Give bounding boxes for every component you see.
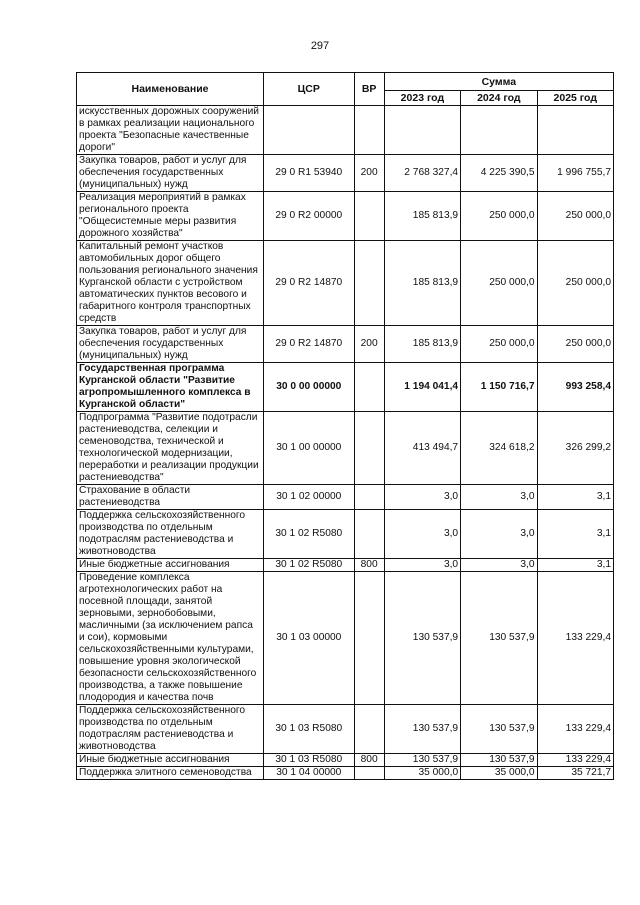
row-vr-cell — [354, 510, 384, 559]
row-name-cell: Иные бюджетные ассигнования — [77, 754, 264, 767]
row-csr-cell: 30 1 03 R5080 — [264, 754, 355, 767]
row-2025-cell: 133 229,4 — [537, 754, 613, 767]
row-2023-cell: 35 000,0 — [384, 767, 460, 780]
row-name-cell: Проведение комплекса агротехнологических работ на посевной площади, занятой зерновыми, зернобобовыми, масличными (за исключением рапса и сои), кормовыми сельскохозяйственными культурами, повышение уровня экологической безопасности сельскохозяйственного производства, а также повышение плодородия и качества почв — [77, 572, 264, 705]
row-csr-cell: 30 0 00 00000 — [264, 363, 355, 412]
table-row — [77, 363, 614, 412]
table-row — [77, 412, 614, 485]
table-row — [77, 510, 614, 559]
table-row — [77, 485, 614, 510]
header-2024: 2024 год — [461, 91, 537, 106]
table-row — [77, 106, 614, 155]
row-vr-cell — [354, 705, 384, 754]
row-2024-cell: 250 000,0 — [461, 192, 537, 241]
row-vr-cell — [354, 363, 384, 412]
row-name-cell: Закупка товаров, работ и услуг для обеспечения государственных (муниципальных) нужд — [77, 155, 264, 192]
row-csr-cell: 30 1 02 R5080 — [264, 559, 355, 572]
row-name-cell: искусственных дорожных сооружений в рамках реализации национального проекта "Безопасные качественные дороги" — [77, 106, 264, 155]
row-vr-cell — [354, 572, 384, 705]
table-row — [77, 155, 614, 192]
row-2025-cell: 250 000,0 — [537, 326, 613, 363]
row-name-cell: Поддержка элитного семеноводства — [77, 767, 264, 780]
table-row — [77, 705, 614, 754]
header-2025: 2025 год — [537, 91, 613, 106]
row-2024-cell: 3,0 — [461, 559, 537, 572]
row-name-cell: Реализация мероприятий в рамках регионального проекта "Общесистемные меры развития дорожного хозяйства" — [77, 192, 264, 241]
table-body — [77, 106, 614, 780]
row-2023-cell: 3,0 — [384, 485, 460, 510]
row-2023-cell: 3,0 — [384, 510, 460, 559]
table-row — [77, 754, 614, 767]
row-csr-cell: 30 1 03 00000 — [264, 572, 355, 705]
row-name-cell: Страхование в области растениеводства — [77, 485, 264, 510]
row-2023-cell — [384, 106, 460, 155]
row-2025-cell: 3,1 — [537, 559, 613, 572]
row-2023-cell: 130 537,9 — [384, 754, 460, 767]
row-2025-cell: 326 299,2 — [537, 412, 613, 485]
row-2024-cell — [461, 106, 537, 155]
row-vr-cell — [354, 412, 384, 485]
table-row — [77, 192, 614, 241]
row-2023-cell: 185 813,9 — [384, 326, 460, 363]
row-2023-cell: 2 768 327,4 — [384, 155, 460, 192]
row-2023-cell: 1 194 041,4 — [384, 363, 460, 412]
header-vr: ВР — [354, 73, 384, 106]
row-2023-cell: 3,0 — [384, 559, 460, 572]
row-2025-cell: 250 000,0 — [537, 241, 613, 326]
row-name-cell: Закупка товаров, работ и услуг для обеспечения государственных (муниципальных) нужд — [77, 326, 264, 363]
table-row — [77, 572, 614, 705]
row-2024-cell: 130 537,9 — [461, 754, 537, 767]
header-csr: ЦСР — [264, 73, 355, 106]
row-csr-cell: 29 0 R1 53940 — [264, 155, 355, 192]
row-2025-cell: 3,1 — [537, 485, 613, 510]
row-name-cell: Государственная программа Курганской области "Развитие агропромышленного комплекса в Курганской области" — [77, 363, 264, 412]
row-2024-cell: 250 000,0 — [461, 241, 537, 326]
row-name-cell: Поддержка сельскохозяйственного производства по отдельным подотраслям растениеводства и животноводства — [77, 510, 264, 559]
row-2025-cell: 993 258,4 — [537, 363, 613, 412]
row-csr-cell — [264, 106, 355, 155]
row-vr-cell — [354, 192, 384, 241]
row-name-cell: Капитальный ремонт участков автомобильных дорог общего пользования регионального значения Курганской области с устройством автоматических пунктов весового и габаритного контроля транспортных средств — [77, 241, 264, 326]
row-2024-cell: 4 225 390,5 — [461, 155, 537, 192]
row-2023-cell: 130 537,9 — [384, 705, 460, 754]
row-csr-cell: 30 1 02 R5080 — [264, 510, 355, 559]
row-2023-cell: 185 813,9 — [384, 192, 460, 241]
row-2025-cell: 1 996 755,7 — [537, 155, 613, 192]
row-vr-cell: 800 — [354, 754, 384, 767]
row-csr-cell: 30 1 02 00000 — [264, 485, 355, 510]
row-2025-cell: 250 000,0 — [537, 192, 613, 241]
table-row — [77, 326, 614, 363]
row-csr-cell: 30 1 00 00000 — [264, 412, 355, 485]
row-2024-cell: 130 537,9 — [461, 705, 537, 754]
row-csr-cell: 30 1 03 R5080 — [264, 705, 355, 754]
row-vr-cell — [354, 241, 384, 326]
row-2024-cell: 3,0 — [461, 510, 537, 559]
row-2023-cell: 185 813,9 — [384, 241, 460, 326]
row-2024-cell: 35 000,0 — [461, 767, 537, 780]
table-row — [77, 241, 614, 326]
row-name-cell: Подпрограмма "Развитие подотрасли растениеводства, селекции и семеноводства, технической и технологической модернизации, переработки и реализации продукции растениеводства" — [77, 412, 264, 485]
row-2024-cell: 250 000,0 — [461, 326, 537, 363]
row-csr-cell: 29 0 R2 14870 — [264, 241, 355, 326]
table-header — [77, 73, 614, 106]
header-name: Наименование — [77, 73, 264, 106]
row-2024-cell: 130 537,9 — [461, 572, 537, 705]
budget-table — [76, 72, 614, 780]
header-2023: 2023 год — [384, 91, 460, 106]
row-csr-cell: 29 0 R2 14870 — [264, 326, 355, 363]
header-sum: Сумма — [384, 73, 613, 91]
table-row — [77, 767, 614, 780]
row-vr-cell: 800 — [354, 559, 384, 572]
row-name-cell: Поддержка сельскохозяйственного производства по отдельным подотраслям растениеводства и животноводства — [77, 705, 264, 754]
row-2025-cell: 133 229,4 — [537, 705, 613, 754]
row-2025-cell — [537, 106, 613, 155]
row-2024-cell: 324 618,2 — [461, 412, 537, 485]
row-2023-cell: 130 537,9 — [384, 572, 460, 705]
row-vr-cell: 200 — [354, 326, 384, 363]
row-2023-cell: 413 494,7 — [384, 412, 460, 485]
row-2025-cell: 3,1 — [537, 510, 613, 559]
row-vr-cell — [354, 767, 384, 780]
row-2025-cell: 133 229,4 — [537, 572, 613, 705]
row-2024-cell: 3,0 — [461, 485, 537, 510]
row-2025-cell: 35 721,7 — [537, 767, 613, 780]
row-csr-cell: 29 0 R2 00000 — [264, 192, 355, 241]
page-number: 297 — [310, 40, 330, 52]
row-csr-cell: 30 1 04 00000 — [264, 767, 355, 780]
row-name-cell: Иные бюджетные ассигнования — [77, 559, 264, 572]
row-2024-cell: 1 150 716,7 — [461, 363, 537, 412]
row-vr-cell — [354, 106, 384, 155]
row-vr-cell: 200 — [354, 155, 384, 192]
row-vr-cell — [354, 485, 384, 510]
table-row — [77, 559, 614, 572]
